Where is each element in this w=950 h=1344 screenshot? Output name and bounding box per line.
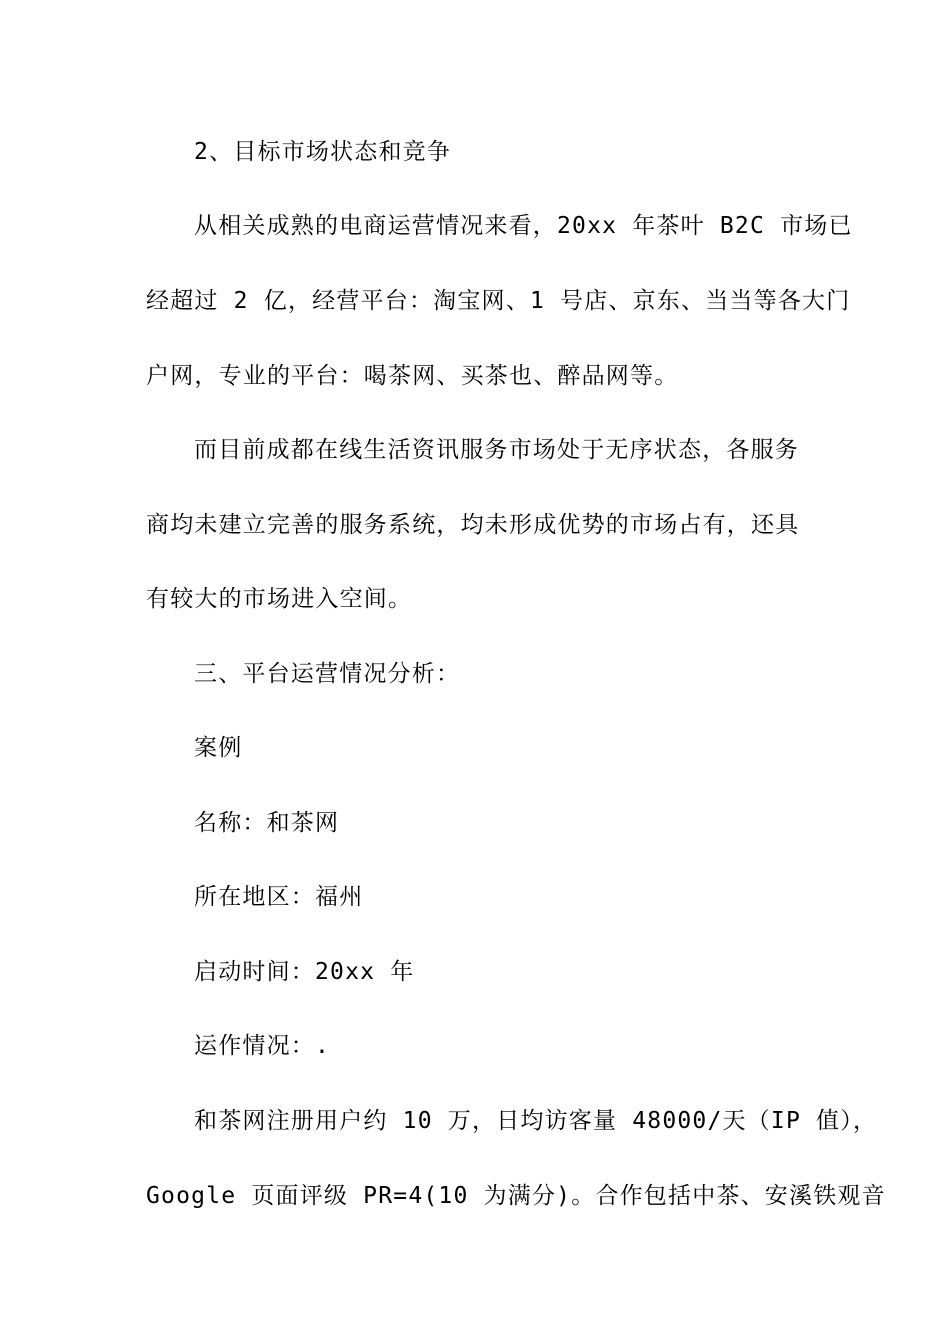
case-name: 名称：和茶网 bbox=[194, 810, 340, 836]
case-operation-label: 运作情况：. bbox=[194, 1033, 331, 1059]
case-region: 所在地区：福州 bbox=[194, 884, 364, 910]
section-heading-platform-analysis: 三、平台运营情况分析： bbox=[194, 661, 461, 687]
paragraph-line: 而目前成都在线生活资讯服务市场处于无序状态，各服务 bbox=[194, 437, 799, 463]
paragraph-line: 和茶网注册用户约 10 万，日均访客量 48000/天（IP 值）， bbox=[194, 1108, 878, 1134]
case-label: 案例 bbox=[194, 735, 243, 761]
case-start-time: 启动时间：20xx 年 bbox=[194, 959, 415, 985]
paragraph-line: 从相关成熟的电商运营情况来看，20xx 年茶叶 B2C 市场已 bbox=[194, 213, 853, 239]
paragraph-line: 商均未建立完善的服务系统，均未形成优势的市场占有，还具 bbox=[146, 512, 800, 538]
section-heading-target-market: 2、目标市场状态和竞争 bbox=[194, 139, 452, 165]
paragraph-line: 经超过 2 亿，经营平台：淘宝网、1 号店、京东、当当等各大门 bbox=[146, 288, 851, 314]
paragraph-line: Google 页面评级 PR=4(10 为满分)。合作包括中茶、安溪铁观音 bbox=[146, 1183, 886, 1209]
paragraph-line: 有较大的市场进入空间。 bbox=[146, 586, 413, 612]
paragraph-line: 户网，专业的平台：喝茶网、买茶也、醉品网等。 bbox=[146, 363, 679, 389]
